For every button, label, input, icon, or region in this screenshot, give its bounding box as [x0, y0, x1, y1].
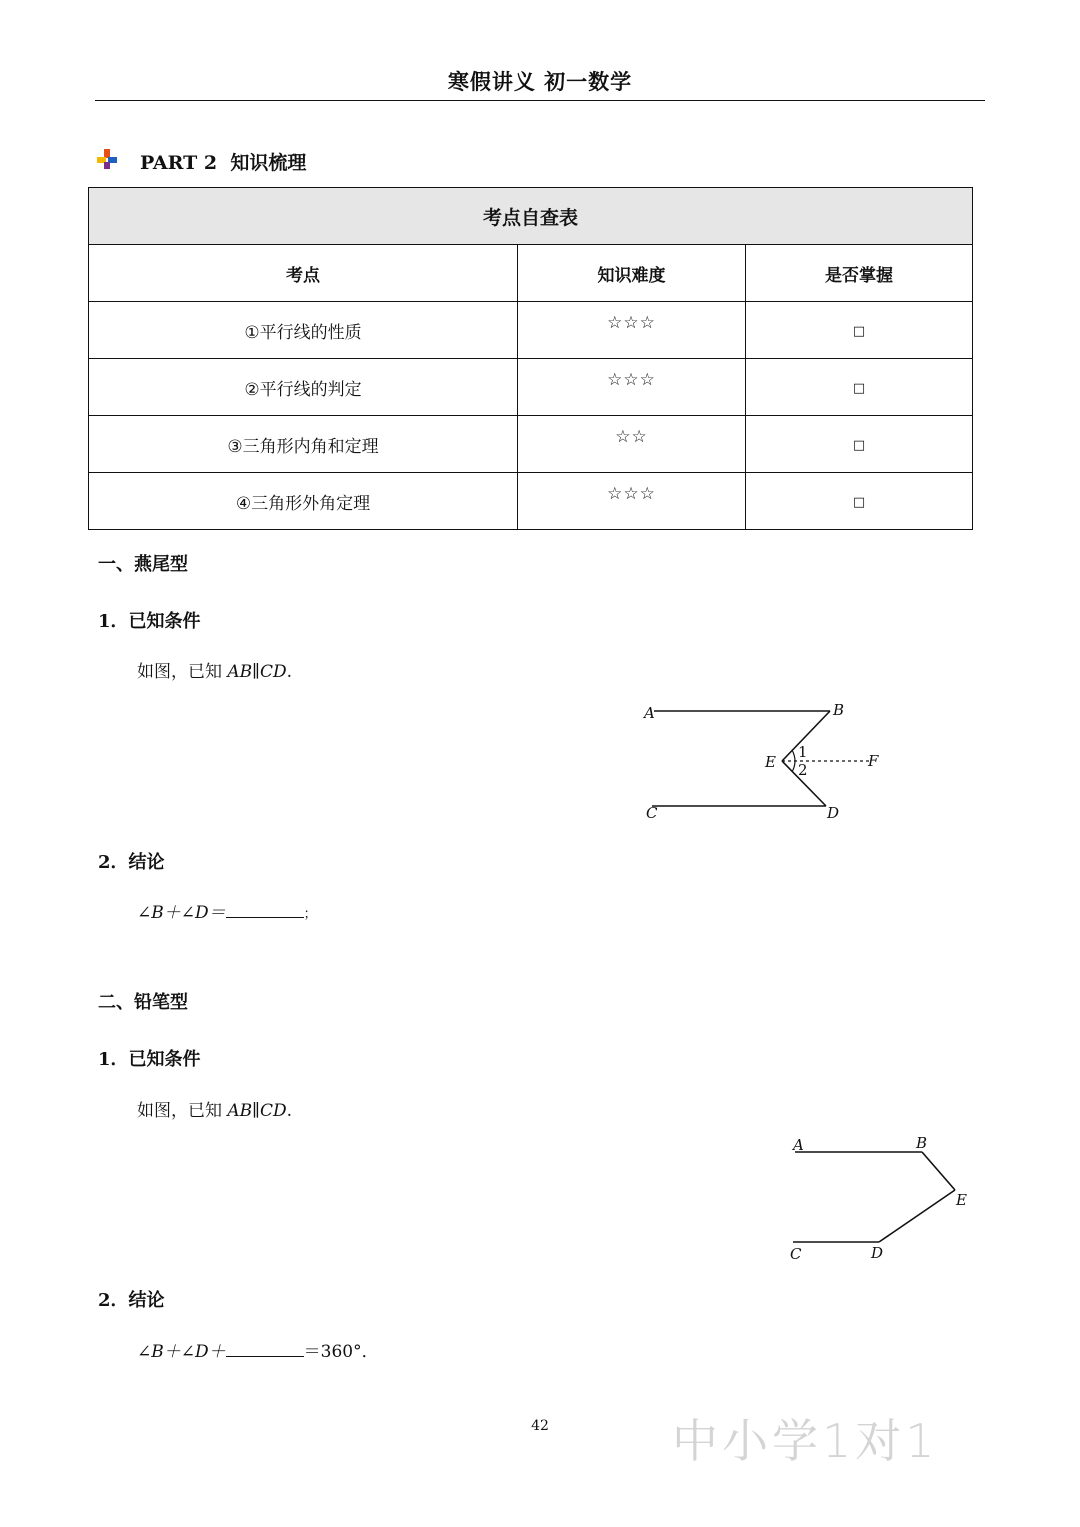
- label-d: D: [827, 804, 840, 822]
- line-ed: [879, 1190, 955, 1242]
- star-rating: ☆☆☆: [607, 313, 656, 333]
- angle-arc: [792, 750, 795, 772]
- section1-conclusion-heading: [98, 848, 165, 874]
- section1-known-text: 如图，已知 AB∥CD.: [137, 662, 293, 682]
- section1-title: 一、燕尾型: [98, 554, 188, 575]
- label-c: C: [646, 804, 658, 822]
- topic-cell: ③三角形内角和定理: [89, 416, 518, 473]
- star-rating: ☆☆☆: [607, 484, 656, 504]
- star-rating: ☆☆: [615, 427, 648, 447]
- conclusion-number: 2．: [98, 852, 129, 873]
- conclusion-label: 结论: [128, 1290, 165, 1311]
- checkbox: □: [852, 495, 866, 510]
- label-angle-1: 1: [798, 743, 808, 761]
- part-heading: [96, 146, 306, 176]
- column-header-mastered: 是否掌握: [746, 245, 973, 302]
- known-label: 已知条件: [128, 611, 201, 632]
- label-d: D: [871, 1244, 884, 1262]
- part-label: PART 2: [140, 151, 218, 174]
- label-e: E: [765, 753, 776, 771]
- column-header-difficulty: 知识难度: [518, 245, 746, 302]
- answer-blank[interactable]: [226, 903, 304, 918]
- table-row: [89, 473, 973, 530]
- table-row: [89, 302, 973, 359]
- topic-cell: ④三角形外角定理: [89, 473, 518, 530]
- checklist-table: [88, 187, 973, 530]
- part-marker-icon: [96, 148, 118, 174]
- checkbox: □: [852, 438, 866, 453]
- section2-known-heading: [98, 1045, 201, 1071]
- page-number: 42: [531, 1418, 549, 1434]
- line-be: [922, 1152, 955, 1190]
- mastered-checkbox-cell: [746, 473, 973, 530]
- label-angle-2: 2: [798, 761, 808, 779]
- label-a: A: [644, 704, 655, 722]
- section2-title: 二、铅笔型: [98, 992, 188, 1013]
- checkbox: □: [852, 324, 866, 339]
- label-e: E: [956, 1191, 967, 1209]
- section2-conclusion-heading: [98, 1286, 165, 1312]
- table-caption-row: [89, 188, 973, 245]
- section2-formula: ∠B＋∠D＋ ＝360°．: [137, 1342, 379, 1362]
- mastered-checkbox-cell: [746, 416, 973, 473]
- mastered-checkbox-cell: [746, 302, 973, 359]
- difficulty-cell: [518, 359, 746, 416]
- watermark: 中小学1对1: [672, 1414, 939, 1468]
- parallel-expression: AB∥CD: [227, 662, 287, 682]
- label-a: A: [793, 1136, 804, 1154]
- parallel-expression: AB∥CD: [227, 1101, 287, 1121]
- pencil-figure: [785, 1132, 975, 1267]
- label-b: B: [833, 701, 845, 719]
- section2-known-text: 如图，已知 AB∥CD.: [137, 1101, 293, 1121]
- column-header-topic: 考点: [89, 245, 518, 302]
- star-rating: ☆☆☆: [607, 370, 656, 390]
- mastered-checkbox-cell: [746, 359, 973, 416]
- part-name: 知识梳理: [230, 151, 307, 174]
- section1-formula: ∠B＋∠D＝ ；: [137, 903, 317, 923]
- known-label: 已知条件: [128, 1049, 201, 1070]
- conclusion-number: 2．: [98, 1290, 129, 1311]
- section1-known-heading: [98, 607, 201, 633]
- checkbox: □: [852, 381, 866, 396]
- swallowtail-figure: [640, 695, 890, 827]
- known-number: 1．: [98, 611, 129, 632]
- difficulty-cell: [518, 302, 746, 359]
- answer-blank[interactable]: [226, 1342, 304, 1357]
- label-b: B: [916, 1134, 928, 1152]
- difficulty-cell: [518, 473, 746, 530]
- difficulty-cell: [518, 416, 746, 473]
- topic-cell: ②平行线的判定: [89, 359, 518, 416]
- table-row: [89, 359, 973, 416]
- label-c: C: [790, 1245, 802, 1263]
- part-title: [140, 148, 306, 175]
- page-header-title: 寒假讲义 初一数学: [447, 70, 633, 94]
- conclusion-label: 结论: [128, 852, 165, 873]
- table-header-row: [89, 245, 973, 302]
- known-number: 1．: [98, 1049, 129, 1070]
- table-row: [89, 416, 973, 473]
- header-divider: [95, 100, 985, 101]
- topic-cell: ①平行线的性质: [89, 302, 518, 359]
- table-caption: 考点自查表: [89, 188, 973, 245]
- label-f: F: [868, 752, 879, 770]
